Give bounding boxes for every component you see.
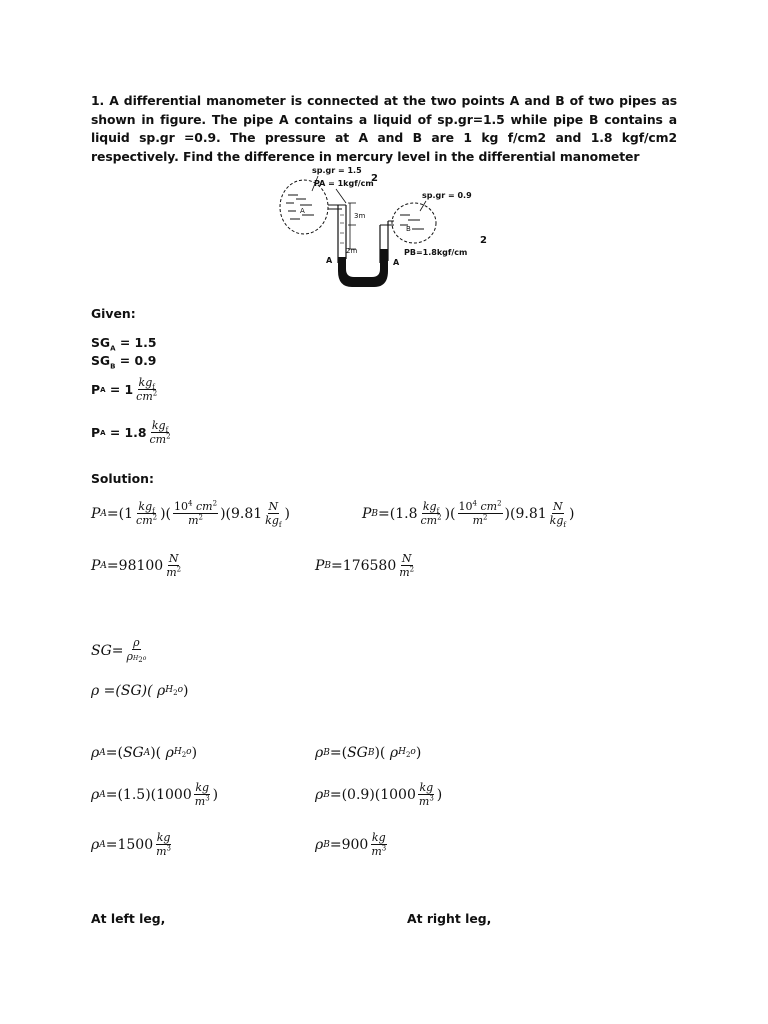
manometer-figure: [276, 163, 506, 293]
label-pa-exp: 2: [371, 173, 378, 184]
eq-pb-result: P B = 176580 $\frac{N}{m^2}$: [315, 552, 415, 579]
eq-rho-a-substitution: ρ A =(1.5)(1000 $\frac{kg}{m^3}$ ): [91, 781, 219, 808]
given-pb: P A = 1.8 $\frac{kg_f}{cm^2}$: [91, 419, 171, 446]
eq-sg-definition: SG= $\frac{\rho}{\rho H_2o}$: [91, 636, 147, 665]
solution-heading: Solution:: [91, 471, 154, 486]
label-spgr-a: sp.gr = 1.5: [312, 166, 362, 175]
left-leg-heading: At left leg,: [91, 911, 166, 926]
label-a-right: A: [393, 258, 400, 267]
eq-rho-a-formula: ρ A =( SG A )( ρ $H_2o$ ): [91, 745, 198, 761]
label-3m: 3m: [354, 212, 366, 220]
eq-rho-formula: ρ =(SG)( ρ $H_2o$ ): [91, 683, 189, 699]
sg-b-line: $SG_B = 0.9$: [91, 353, 157, 371]
pipe-a-label: A: [300, 207, 305, 215]
sg-a-line: $SG_A = 1.5$: [91, 335, 157, 353]
eq-pb-conversion: P B =(1.8 $\frac{kg_f}{cm^2}$ )( $\frac{10^4 cm^2}{m^2}$ )(9.81 $\frac{N}{kg_f}$ ): [362, 499, 575, 530]
eq-pa-result: P A = 98100 $\frac{N}{m^2}$: [91, 552, 182, 579]
eq-rho-b-substitution: ρ B =(0.9)(1000 $\frac{kg}{m^3}$ ): [315, 781, 443, 808]
eq-rho-b-formula: ρ B =( SG B )( ρ $H_2o$ ): [315, 745, 422, 761]
eq-pa-conversion: P A =(1 $\frac{kg_f}{cm^2}$ )( $\frac{10^4 cm^2}{m^2}$ )(9.81 $\frac{N}{kg_f}$ ): [91, 499, 290, 530]
label-spgr-b: sp.gr = 0.9: [422, 191, 472, 200]
eq-rho-a-result: ρ A = 1500 $\frac{kg}{m^3}$: [91, 831, 172, 858]
right-leg-heading: At right leg,: [407, 911, 492, 926]
label-pb: PB=1.8kgf/cm: [404, 248, 468, 257]
eq-rho-b-result: ρ B = 900 $\frac{kg}{m^3}$: [315, 831, 387, 858]
label-2m: 2m: [346, 247, 358, 255]
label-pb-exp: 2: [480, 235, 487, 246]
pipe-b-circle: [392, 203, 436, 243]
given-pa: P A = 1 $\frac{kg_f}{cm^2}$: [91, 376, 158, 403]
problem-statement: 1. A differential manometer is connected at the two points A and B of two pipes as shown in figure. The pipe A contains a liquid of sp.gr=1.5 while pipe B contains a liquid sp.gr =0.9. The pressure at A and B are 1 kg f/cm2 and 1.8 kgf/cm2 respectively. Find the difference in mercury level in the differential manometer: [91, 93, 677, 164]
given-heading: Given:: [91, 306, 136, 321]
label-pa: PA = 1kgf/cm: [314, 179, 374, 188]
pipe-b-label: B: [406, 225, 411, 233]
label-a-left: A: [326, 256, 333, 265]
